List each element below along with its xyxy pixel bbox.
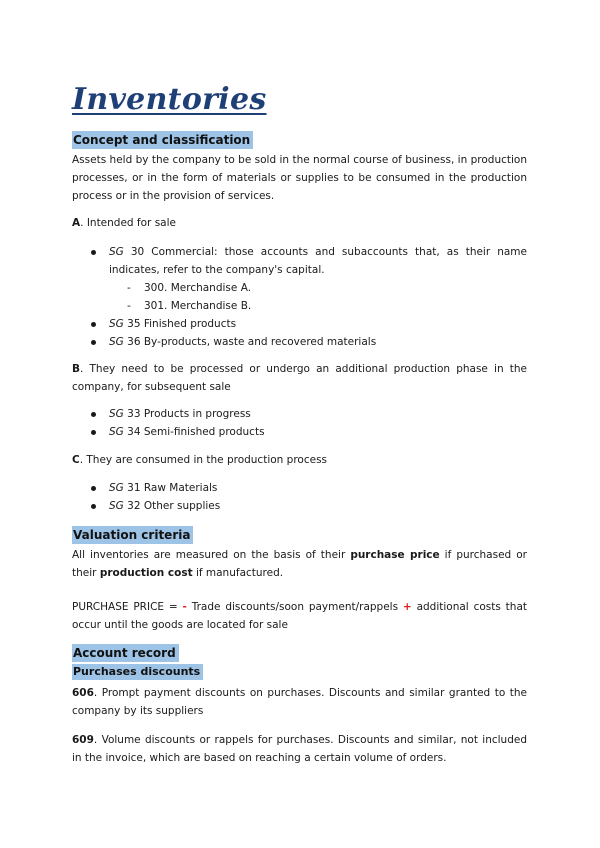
group-b bbox=[72, 360, 527, 396]
sublist-item: - 301. Merchandise B. bbox=[72, 297, 527, 315]
purchase-price-term: purchase price bbox=[350, 549, 440, 561]
group-a-letter: A bbox=[72, 217, 81, 229]
merchandise-sublist bbox=[72, 279, 527, 315]
plus-sign: + bbox=[402, 601, 412, 613]
group-a-text: . Intended for sale bbox=[80, 217, 176, 229]
valuation-section bbox=[72, 526, 527, 582]
list-item-text: 33 Products in progress bbox=[123, 408, 251, 420]
sg-label: SG bbox=[109, 336, 124, 348]
valuation-text-part: if purchased or their bbox=[72, 549, 527, 579]
valuation-text bbox=[72, 546, 527, 582]
group-c-letter: C bbox=[72, 454, 80, 466]
valuation-text-part: All inventories are measured on the basis of their bbox=[72, 549, 351, 561]
section-heading-valuation: Valuation criteria bbox=[72, 526, 193, 544]
list-item-text: 36 By-products, waste and recovered materials bbox=[123, 336, 377, 348]
concept-section bbox=[72, 131, 527, 205]
group-a-list bbox=[72, 243, 527, 279]
account-606 bbox=[72, 684, 527, 720]
purchase-price-formula bbox=[72, 598, 527, 634]
group-b-text: . They need to be processed or undergo an additional production phase in the company, for subsequent sale bbox=[72, 363, 527, 393]
section-heading-account: Account record bbox=[72, 644, 179, 662]
group-b-letter: B bbox=[72, 363, 81, 375]
sg-label: SG bbox=[109, 426, 124, 438]
list-item bbox=[72, 497, 527, 515]
production-cost-term: production cost bbox=[99, 567, 193, 579]
sg-label: SG bbox=[109, 408, 124, 420]
list-item-text: 35 Finished products bbox=[123, 318, 237, 330]
group-a-list-cont bbox=[72, 315, 527, 351]
account-description: . Prompt payment discounts on purchases. Discounts and similar granted to the company by its suppliers bbox=[72, 687, 527, 717]
sg-label: SG bbox=[109, 318, 124, 330]
section-heading-concept: Concept and classification bbox=[72, 131, 253, 149]
list-item-text: 32 Other supplies bbox=[123, 500, 221, 512]
formula-part: additional costs that occur until the goods are located for sale bbox=[72, 601, 527, 631]
group-b-title bbox=[72, 360, 527, 396]
subheading-purchases-discounts: Purchases discounts bbox=[72, 664, 203, 680]
sg-label: SG bbox=[109, 482, 124, 494]
account-609 bbox=[72, 731, 527, 767]
sublist-item: - 300. Merchandise A. bbox=[72, 279, 527, 297]
list-item bbox=[72, 333, 527, 351]
formula-part: PURCHASE PRICE = bbox=[72, 601, 183, 613]
account-section bbox=[72, 644, 527, 681]
group-c-text: . They are consumed in the production process bbox=[79, 454, 328, 466]
group-c-list bbox=[72, 479, 527, 515]
list-item bbox=[72, 479, 527, 497]
list-item bbox=[72, 315, 527, 333]
page-title: Inventories bbox=[72, 82, 267, 117]
valuation-text-part: if manufactured. bbox=[192, 567, 284, 579]
minus-sign: - bbox=[182, 601, 187, 613]
account-609-text bbox=[72, 731, 527, 767]
sg-label: SG bbox=[109, 500, 124, 512]
list-item bbox=[72, 423, 527, 441]
account-description: . Volume discounts or rappels for purchases. Discounts and similar, not included in the invoice, which are based on reaching a certain volume of orders. bbox=[72, 734, 527, 764]
group-c-title bbox=[72, 451, 527, 469]
group-c bbox=[72, 451, 527, 469]
account-number: 609 bbox=[72, 734, 94, 746]
formula-text bbox=[72, 598, 527, 634]
list-item-text: 30 Commercial: those accounts and subaccounts that, as their name indicates, refer to the company's capital. bbox=[109, 246, 527, 276]
list-item bbox=[72, 243, 527, 279]
concept-intro: Assets held by the company to be sold in the normal course of business, in production processes, or in the form of materials or supplies to be consumed in the production process or in the provision of services. bbox=[72, 154, 527, 202]
list-item bbox=[72, 405, 527, 423]
group-a bbox=[72, 214, 527, 232]
account-number: 606 bbox=[72, 687, 94, 699]
list-item-text: 34 Semi-finished products bbox=[123, 426, 265, 438]
formula-part: Trade discounts/soon payment/rappels bbox=[186, 601, 403, 613]
account-606-text bbox=[72, 684, 527, 720]
group-b-list bbox=[72, 405, 527, 441]
list-item-text: 31 Raw Materials bbox=[123, 482, 218, 494]
group-a-title bbox=[72, 214, 527, 232]
sg-label: SG bbox=[109, 246, 124, 258]
